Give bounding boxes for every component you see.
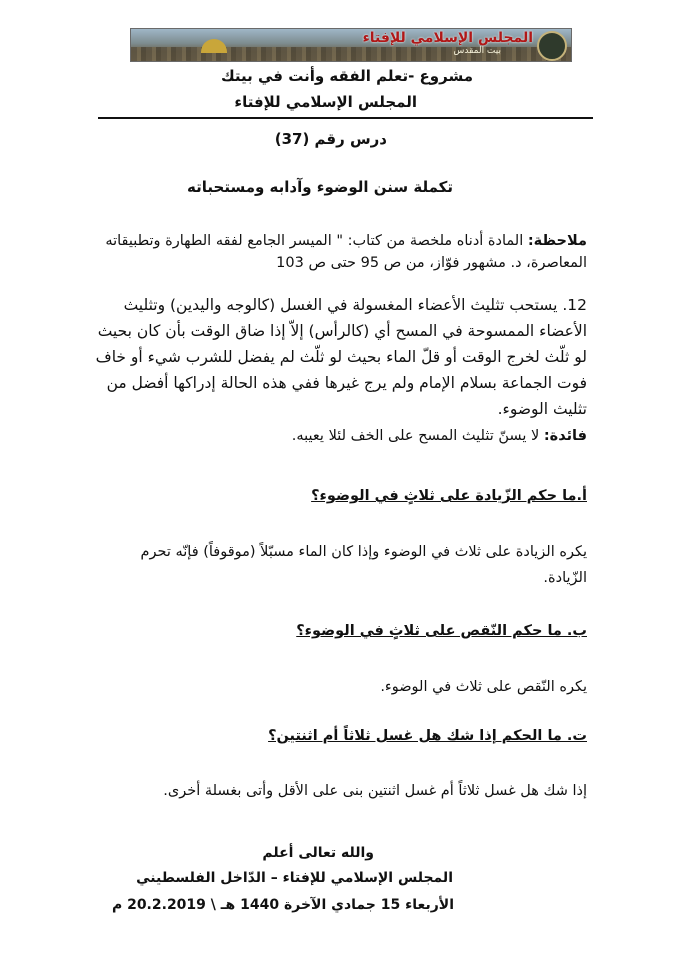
dome-of-the-rock-image [201, 39, 227, 53]
answer-a-line-2: الزّيادة. [543, 570, 587, 586]
banner-subtitle: بيت المقدس [453, 46, 501, 56]
benefit-text: لا يسنّ تثليث المسح على الخف لئلا يعيبه. [291, 428, 544, 444]
council-name: المجلس الإسلامي للإفتاء [234, 93, 417, 111]
council-logo-icon [537, 31, 567, 61]
banner-title: المجلس الإسلامي للإفتاء [362, 30, 533, 46]
benefit-label: فائدة: [543, 428, 587, 444]
question-a-heading: أ.ما حكم الزّيادة على ثلاثٍ في الوضوء؟ [311, 488, 587, 504]
lesson-title: تكملة سنن الوضوء وآدابه ومستحباته [187, 178, 453, 196]
item12-line-3: لو ثلّث لخرج الوقت أو قلّ الماء بحيث لو ثلّث لم يفضل للشرب شيء أو خاف [95, 348, 587, 366]
item12-line-1: 12. يستحب تثليث الأعضاء المغسولة في الغسل (كالوجه واليدين) وتثليث [123, 296, 587, 314]
question-b-heading: ب. ما حكم النّقص على ثلاثٍ في الوضوء؟ [296, 623, 587, 639]
item12-line-2: الأعضاء الممسوحة في المسح أي (كالرأس) إلاّ إذا ضاق الوقت بأن كان بحيث [97, 322, 587, 340]
note-label: ملاحظة: [527, 233, 587, 249]
header-divider [98, 117, 593, 119]
answer-b: يكره النّقص على ثلاث في الوضوء. [380, 679, 587, 695]
lesson-number: درس رقم (37) [274, 130, 387, 148]
item12-line-5: تثليث الوضوء. [497, 400, 587, 418]
project-title: مشروع -تعلم الفقه وأنت في بيتك [220, 67, 473, 85]
header-banner [130, 28, 572, 62]
closing-phrase: والله تعالى أعلم [262, 845, 374, 861]
question-t-heading: ت. ما الحكم إذا شك هل غسل ثلاثاً أم اثنتين؟ [268, 728, 587, 744]
note-line-1 [105, 233, 587, 249]
city-skyline-image [131, 47, 571, 61]
footer-council: المجلس الإسلامي للإفتاء – الدّاخل الفلسطيني [136, 870, 453, 886]
footer-date: الأربعاء 15 جمادي الآخرة 1440 هـ \ 20.2.2019 م [111, 897, 454, 913]
note-line-2: المعاصرة، د. مشهور فوّاز، من ص 95 حتى ص 103 [276, 255, 587, 271]
benefit-line [292, 428, 587, 444]
answer-a-line-1: يكره الزيادة على ثلاث في الوضوء وإذا كان الماء مسبّلاً (موقوفاً) فإنّه تحرم [140, 544, 587, 560]
item12-line-4: فوت الجماعة بسلام الإمام ولم يرج غيرها ففي هذه الحالة إدراكها أفضل من [106, 374, 587, 392]
note-text: المادة أدناه ملخصة من كتاب: " الميسر الجامع لفقه الطهارة وتطبيقاته [105, 233, 528, 249]
answer-t: إذا شك هل غسل ثلاثاً أم غسل اثنتين بنى على الأقل وأتى بغسلة أخرى. [163, 783, 587, 799]
